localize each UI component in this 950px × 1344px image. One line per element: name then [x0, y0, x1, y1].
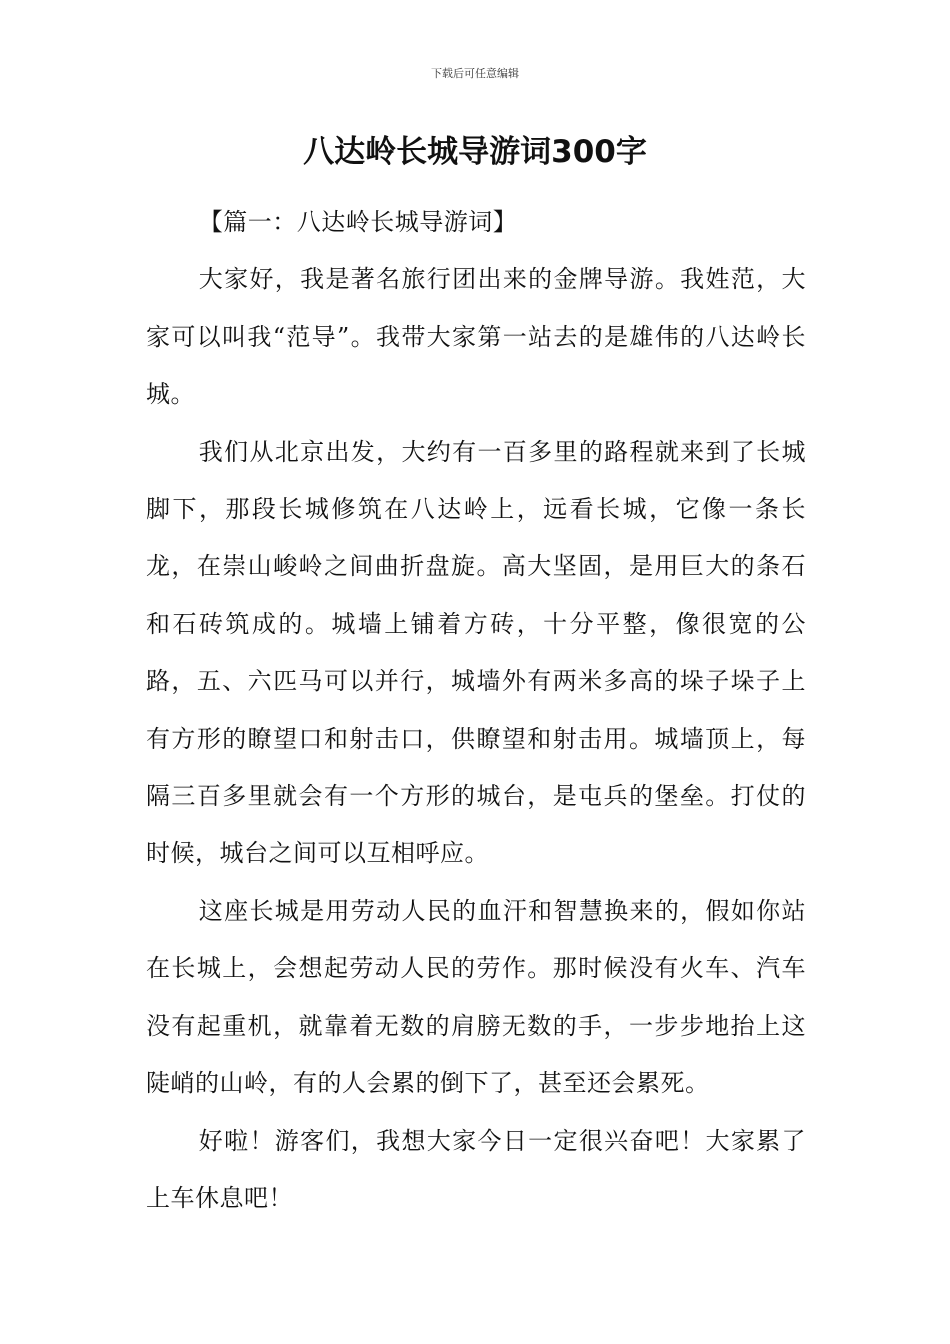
paragraph-3: 这座长城是用劳动人民的血汗和智慧换来的，假如你站在长城上，会想起劳动人民的劳作。那时候没有火车、汽车没有起重机，就靠着无数的肩膀无数的手，一步步地抬上这陡峭的山岭，有的人会累的倒下了，甚至还会累死。 [146, 896, 806, 1098]
paragraph-2: 我们从北京出发，大约有一百多里的路程就来到了长城脚下，那段长城修筑在八达岭上，远看长城，它像一条长龙，在崇山峻岭之间曲折盘旋。高大坚固，是用巨大的条石和石砖筑成的。城墙上铺着方砖，十分平整，像很宽的公路，五、六匹马可以并行，城墙外有两米多高的垛子垛子上有方形的瞭望口和射击口，供瞭望和射击用。城墙顶上，每隔三百多里就会有一个方形的城台，是屯兵的堡垒。打仗的时候，城台之间可以互相呼应。 [146, 437, 806, 868]
document-body [146, 194, 806, 1227]
page-title: 八达岭长城导游词300字 [303, 134, 647, 170]
header-note: 下载后可任意编辑 [431, 67, 519, 80]
paragraph-4: 好啦！游客们，我想大家今日一定很兴奋吧！大家累了上车休息吧！ [146, 1126, 806, 1212]
paragraph-1: 大家好，我是著名旅行团出来的金牌导游。我姓范，大家可以叫我“范导”。我带大家第一站去的是雄伟的八达岭长城。 [146, 265, 806, 409]
section-heading: 【篇一：八达岭长城导游词】 [198, 208, 518, 236]
